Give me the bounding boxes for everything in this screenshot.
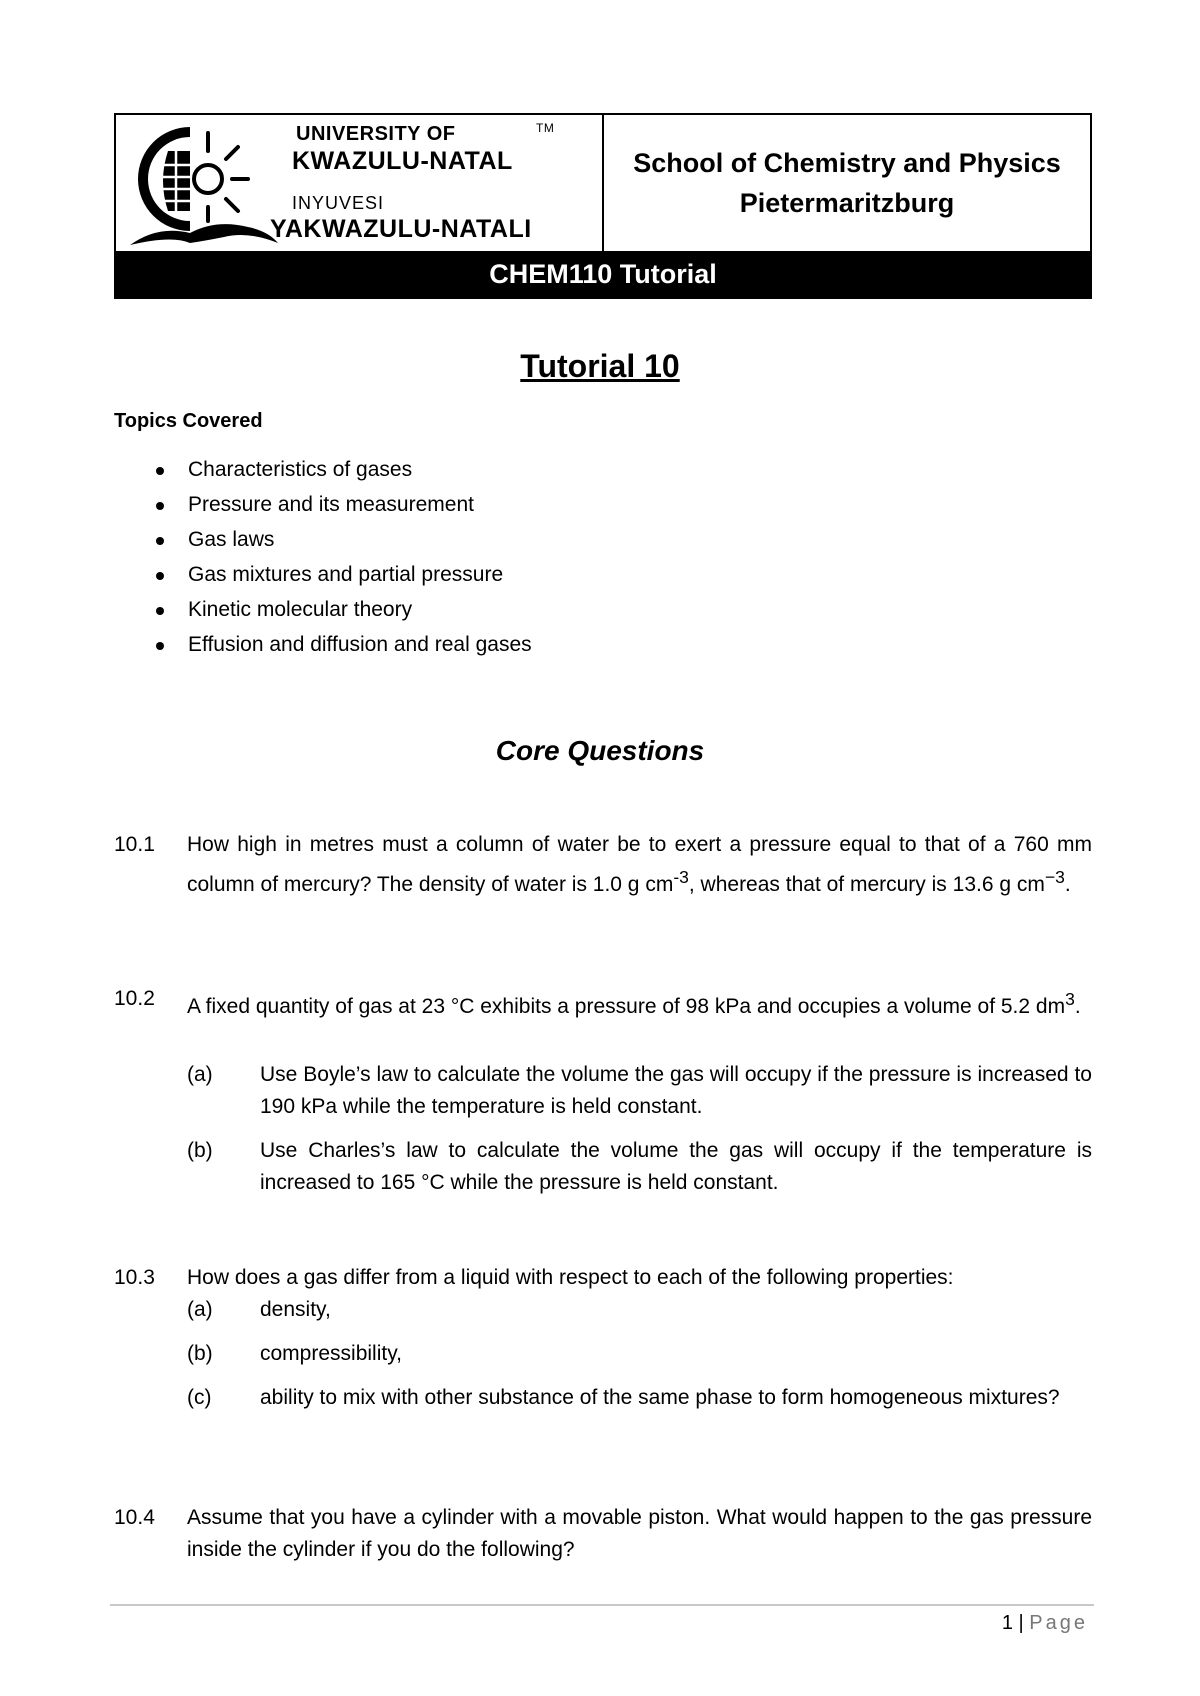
logo-line-inyuvesi: INYUVESI bbox=[292, 193, 385, 213]
course-title-bar bbox=[116, 251, 1090, 297]
footer-divider bbox=[110, 1604, 1094, 1606]
list-item: Kinetic molecular theory bbox=[150, 592, 532, 627]
list-item: Characteristics of gases bbox=[150, 452, 532, 487]
subquestion-text: Use Boyle’s law to calculate the volume the gas will occupy if the pressure is increased to 190 kPa while the temperature is held constant. bbox=[260, 1063, 1092, 1118]
question-text-part: . bbox=[1064, 873, 1071, 896]
logo-line-yakwazulu-natali: YAKWAZULU-NATALI bbox=[270, 215, 532, 243]
topics-list bbox=[150, 452, 532, 662]
subquestion-label: (a) bbox=[187, 1298, 213, 1321]
course-title: CHEM110 Tutorial bbox=[489, 258, 717, 289]
question-number: 10.2 bbox=[114, 987, 155, 1010]
question-text: Assume that you have a cylinder with a movable piston. What would happen to the gas pressure inside the cylinder if you do the following? bbox=[187, 1506, 1092, 1561]
school-name bbox=[604, 115, 1090, 251]
subquestion-label: (b) bbox=[187, 1342, 213, 1365]
page-label: Page bbox=[1029, 1612, 1088, 1634]
list-item: Effusion and diffusion and real gases bbox=[150, 627, 532, 662]
footer-separator: | bbox=[1018, 1612, 1024, 1634]
page-title: Tutorial 10 bbox=[520, 348, 680, 384]
superscript: -3 bbox=[673, 867, 689, 887]
header-box bbox=[114, 113, 1092, 299]
superscript: 3 bbox=[1065, 989, 1075, 1009]
subquestion-text: ability to mix with other substance of the same phase to form homogeneous mixtures? bbox=[260, 1386, 1060, 1409]
question-text: How does a gas differ from a liquid with respect to each of the following properties: bbox=[187, 1266, 954, 1289]
question-text-part: . bbox=[1074, 995, 1081, 1018]
superscript: −3 bbox=[1044, 867, 1065, 887]
question-number: 10.1 bbox=[114, 833, 155, 856]
question-text bbox=[187, 829, 1092, 901]
section-heading-core-questions: Core Questions bbox=[495, 735, 705, 766]
subquestion-label: (c) bbox=[187, 1386, 212, 1409]
question-text-part: A fixed quantity of gas at 23 °C exhibits a pressure of 98 kPa and occupies a volume of 5.2 dm bbox=[187, 995, 1066, 1018]
subquestion-label: (b) bbox=[187, 1139, 213, 1162]
logo-trademark: TM bbox=[536, 121, 555, 135]
logo-line-kwazulu-natal: KWAZULU-NATAL bbox=[292, 147, 513, 175]
university-crest-icon bbox=[128, 121, 288, 247]
school-line-2: Pietermaritzburg bbox=[739, 188, 955, 218]
topics-heading: Topics Covered bbox=[114, 410, 263, 432]
question-text-part: , whereas that of mercury is 13.6 g cm bbox=[688, 873, 1045, 896]
subquestion-text: Use Charles’s law to calculate the volume the gas will occupy if the temperature is increased to 165 °C while the pressure is held constant. bbox=[260, 1139, 1092, 1194]
question-number: 10.4 bbox=[114, 1506, 155, 1529]
question-text bbox=[187, 983, 1092, 1023]
list-item: Gas mixtures and partial pressure bbox=[150, 557, 532, 592]
page-number: 1 bbox=[1001, 1612, 1013, 1634]
question-text-part: How high in metres must a column of water be to exert a pressure equal to that of a 760 mm column of mercury? The density of water is 1.0 g cm bbox=[187, 833, 1092, 896]
list-item: Pressure and its measurement bbox=[150, 487, 532, 522]
list-item: Gas laws bbox=[150, 522, 532, 557]
subquestion-text: density, bbox=[260, 1298, 331, 1321]
subquestion-label: (a) bbox=[187, 1063, 213, 1086]
university-logo bbox=[116, 115, 604, 251]
logo-line-university-of: UNIVERSITY OF bbox=[296, 123, 456, 145]
page-footer bbox=[1002, 1612, 1088, 1635]
question-number: 10.3 bbox=[114, 1266, 155, 1289]
school-line-1: School of Chemistry and Physics bbox=[633, 148, 1061, 178]
subquestion-text: compressibility, bbox=[260, 1342, 402, 1365]
